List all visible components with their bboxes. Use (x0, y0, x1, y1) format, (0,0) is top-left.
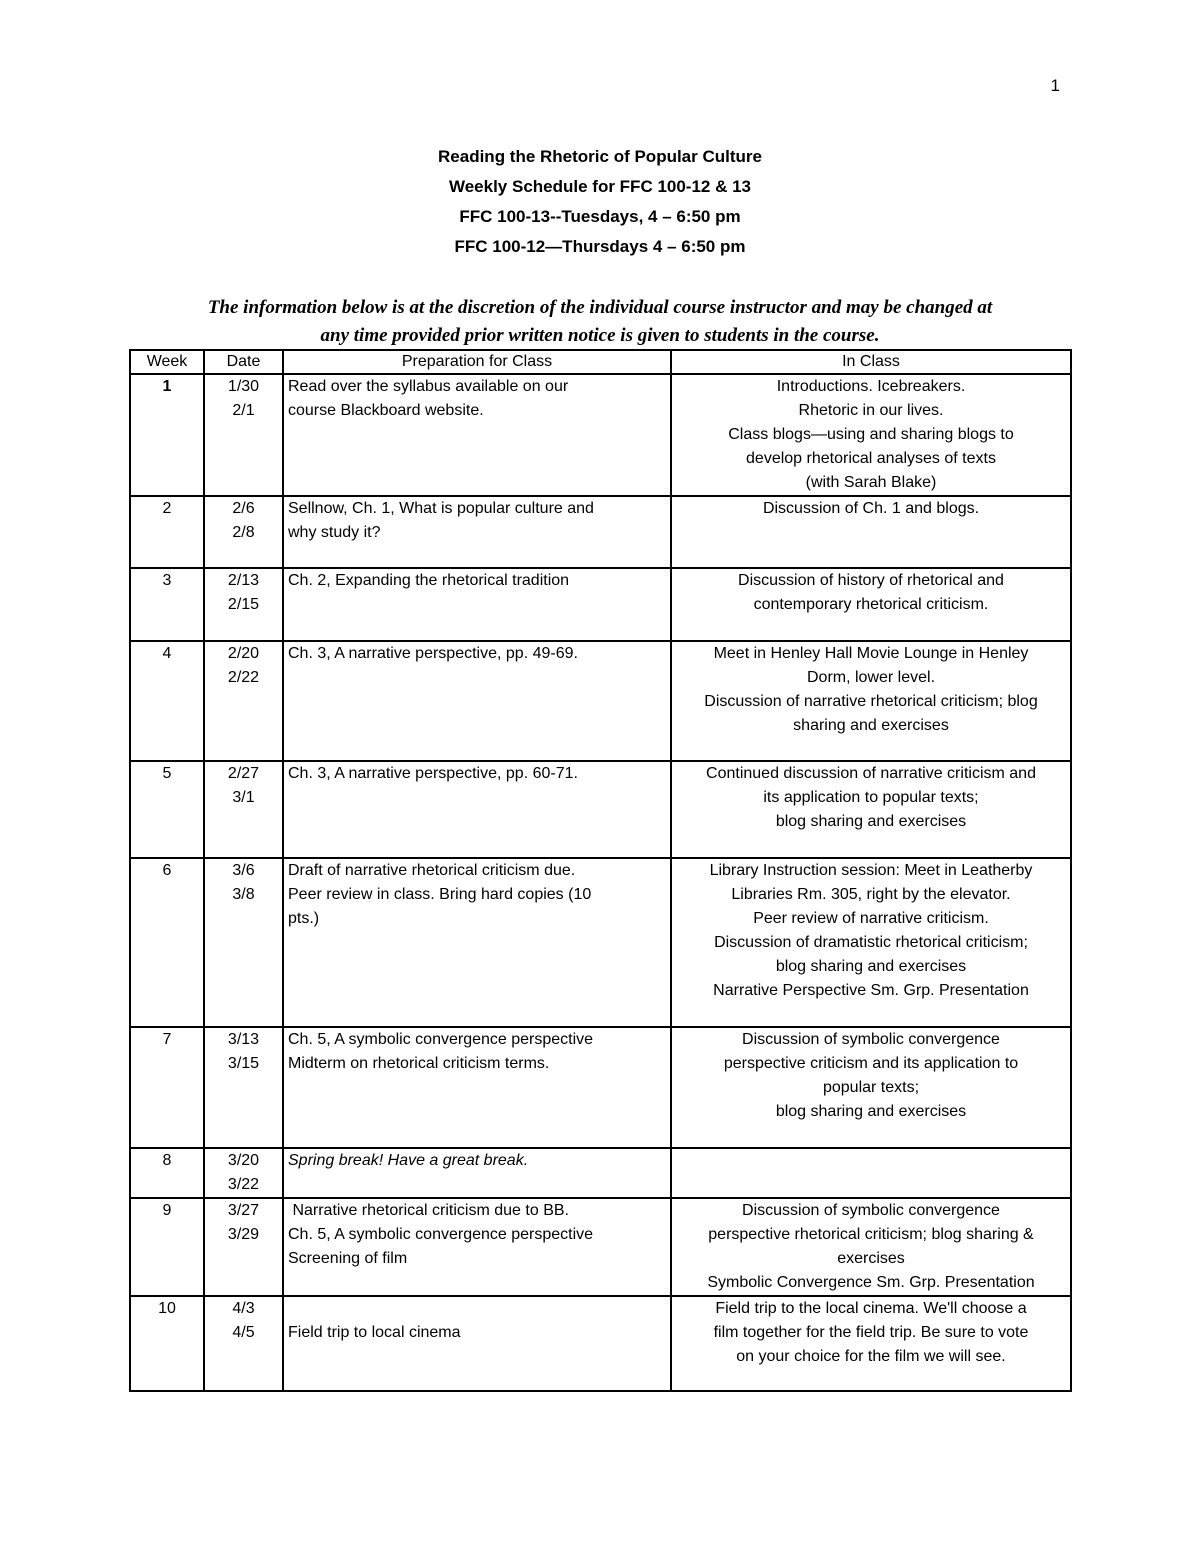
prep-line: Field trip to local cinema (288, 1324, 461, 1341)
preparation-cell (283, 1148, 671, 1198)
in-class-line: Libraries Rm. 305, right by the elevator. (731, 886, 1011, 903)
week-dates (204, 568, 283, 641)
in-class-line: Discussion of dramatistic rhetorical criticism; (714, 934, 1028, 951)
week-dates (204, 1148, 283, 1198)
in-class-line: its application to popular texts; (763, 789, 979, 806)
in-class-line: exercises (837, 1250, 905, 1267)
in-class-line: Class blogs—using and sharing blogs to (728, 426, 1014, 443)
prep-line: pts.) (288, 910, 320, 927)
week-dates (204, 761, 283, 858)
date-line: 3/15 (227, 1055, 260, 1072)
in-class-line: sharing and exercises (793, 717, 949, 734)
week-number: 10 (130, 1296, 204, 1391)
date-line: 2/8 (232, 524, 255, 541)
in-class-line: Meet in Henley Hall Movie Lounge in Henley (713, 645, 1029, 662)
in-class-line: Discussion of symbolic convergence (742, 1031, 1000, 1048)
section-12-schedule: FFC 100-12—Thursdays 4 – 6:50 pm (454, 237, 746, 256)
table-row (130, 1296, 1071, 1391)
table-row (130, 1148, 1071, 1198)
in-class-line: Discussion of history of rhetorical and (738, 572, 1004, 589)
week-dates (204, 1198, 283, 1296)
prep-line: Read over the syllabus available on our (288, 378, 569, 395)
prep-line (288, 1297, 666, 1321)
in-class-line: perspective criticism and its application to (723, 1055, 1019, 1072)
in-class-line: Peer review of narrative criticism. (753, 910, 989, 927)
prep-line: Narrative rhetorical criticism due to BB. (288, 1202, 569, 1219)
in-class-cell (671, 858, 1071, 1027)
in-class-line: Rhetoric in our lives. (798, 402, 944, 419)
preparation-cell (283, 1296, 671, 1391)
page-number: 1 (1050, 76, 1060, 95)
date-line: 2/1 (232, 402, 255, 419)
date-line: 4/3 (232, 1300, 255, 1317)
header-date: Date (204, 350, 283, 374)
in-class-line: on your choice for the film we will see. (736, 1348, 1006, 1365)
in-class-line: perspective rhetorical criticism; blog sharing & (708, 1226, 1034, 1243)
in-class-cell (671, 1296, 1071, 1391)
table-header-row (130, 350, 1071, 374)
week-number: 7 (130, 1027, 204, 1148)
in-class-line: Continued discussion of narrative criticism and (706, 765, 1036, 782)
date-line: 3/8 (232, 886, 255, 903)
prep-line: Ch. 5, A symbolic convergence perspective (288, 1031, 594, 1048)
prep-line: why study it? (288, 524, 381, 541)
section-13-schedule: FFC 100-13--Tuesdays, 4 – 6:50 pm (459, 207, 741, 226)
table-row (130, 641, 1071, 761)
in-class-line: Dorm, lower level. (806, 669, 936, 686)
preparation-cell (283, 858, 671, 1027)
in-class-line: Discussion of narrative rhetorical criticism; blog (704, 693, 1038, 710)
week-dates (204, 374, 283, 496)
preparation-cell (283, 761, 671, 858)
table-row (130, 374, 1071, 496)
in-class-line: Introductions. Icebreakers. (776, 378, 966, 395)
in-class-line: Narrative Perspective Sm. Grp. Presentation (713, 982, 1029, 999)
date-line: 4/5 (232, 1324, 255, 1341)
document-subtitle: Weekly Schedule for FFC 100-12 & 13 (448, 177, 752, 196)
in-class-cell (671, 1148, 1071, 1198)
prep-line: Ch. 3, A narrative perspective, pp. 49-69. (288, 645, 578, 662)
header-week: Week (130, 350, 204, 374)
prep-line: Draft of narrative rhetorical criticism due. (288, 862, 576, 879)
preparation-cell (283, 374, 671, 496)
in-class-cell (671, 641, 1071, 761)
date-line: 3/29 (227, 1226, 260, 1243)
date-line: 3/20 (227, 1152, 260, 1169)
week-number: 8 (130, 1148, 204, 1198)
in-class-cell (671, 761, 1071, 858)
in-class-cell (671, 1027, 1071, 1148)
in-class-cell (671, 1198, 1071, 1296)
date-line: 2/15 (227, 596, 260, 613)
notice-line-2: any time provided prior written notice is given to students in the course. (320, 325, 880, 346)
week-dates (204, 1296, 283, 1391)
week-number: 2 (130, 496, 204, 568)
week-dates (204, 496, 283, 568)
in-class-line: Discussion of symbolic convergence (742, 1202, 1000, 1219)
header-in-class: In Class (671, 350, 1071, 374)
date-line: 3/22 (227, 1176, 260, 1193)
in-class-line: develop rhetorical analyses of texts (746, 450, 996, 467)
prep-line: Ch. 2, Expanding the rhetorical tradition (288, 572, 570, 589)
in-class-line: popular texts; (822, 1079, 920, 1096)
preparation-cell (283, 641, 671, 761)
date-line: 2/13 (227, 572, 260, 589)
table-row (130, 1027, 1071, 1148)
prep-line: Peer review in class. Bring hard copies (10 (288, 886, 592, 903)
in-class-cell (671, 374, 1071, 496)
table-row (130, 761, 1071, 858)
table-row (130, 858, 1071, 1027)
date-line: 1/30 (227, 378, 260, 395)
week-number: 1 (130, 374, 204, 496)
preparation-cell (283, 568, 671, 641)
week-number: 6 (130, 858, 204, 1027)
date-line: 2/6 (232, 500, 255, 517)
in-class-line: contemporary rhetorical criticism. (753, 596, 989, 613)
document-heading (0, 142, 1200, 262)
header-preparation: Preparation for Class (283, 350, 671, 374)
week-number: 9 (130, 1198, 204, 1296)
preparation-cell (283, 496, 671, 568)
week-number: 4 (130, 641, 204, 761)
prep-line: Spring break! Have a great break. (288, 1152, 529, 1169)
preparation-cell (283, 1198, 671, 1296)
date-line: 3/27 (227, 1202, 260, 1219)
weekly-schedule-table (129, 349, 1072, 1392)
date-line: 2/22 (227, 669, 260, 686)
table-row (130, 496, 1071, 568)
prep-line: Midterm on rhetorical criticism terms. (288, 1055, 550, 1072)
discretion-notice (130, 294, 1070, 350)
date-line: 3/13 (227, 1031, 260, 1048)
in-class-line: blog sharing and exercises (775, 958, 967, 975)
in-class-line: Field trip to the local cinema. We'll choose a (715, 1300, 1027, 1317)
in-class-line: blog sharing and exercises (775, 813, 967, 830)
prep-line: Ch. 3, A narrative perspective, pp. 60-71. (288, 765, 578, 782)
in-class-line: Symbolic Convergence Sm. Grp. Presentation (707, 1274, 1035, 1291)
table-row (130, 1198, 1071, 1296)
document-title: Reading the Rhetoric of Popular Culture (438, 147, 762, 166)
notice-line-1: The information below is at the discretion of the individual course instructor and may be changed at (207, 297, 993, 318)
prep-line: Screening of film (288, 1250, 408, 1267)
in-class-cell (671, 568, 1071, 641)
preparation-cell (283, 1027, 671, 1148)
date-line: 2/27 (227, 765, 260, 782)
prep-line: course Blackboard website. (288, 402, 484, 419)
week-number: 5 (130, 761, 204, 858)
in-class-line: Library Instruction session: Meet in Leatherby (709, 862, 1033, 879)
week-dates (204, 641, 283, 761)
date-line: 3/1 (232, 789, 255, 806)
week-dates (204, 1027, 283, 1148)
in-class-line: blog sharing and exercises (775, 1103, 967, 1120)
in-class-cell (671, 496, 1071, 568)
prep-line: Ch. 5, A symbolic convergence perspective (288, 1226, 594, 1243)
in-class-line: (with Sarah Blake) (805, 474, 937, 491)
date-line: 2/20 (227, 645, 260, 662)
date-line: 3/6 (232, 862, 255, 879)
prep-line: Sellnow, Ch. 1, What is popular culture and (288, 500, 594, 517)
week-number: 3 (130, 568, 204, 641)
table-row (130, 568, 1071, 641)
in-class-line: Discussion of Ch. 1 and blogs. (762, 500, 980, 517)
in-class-line: film together for the field trip. Be sure to vote (713, 1324, 1029, 1341)
week-dates (204, 858, 283, 1027)
